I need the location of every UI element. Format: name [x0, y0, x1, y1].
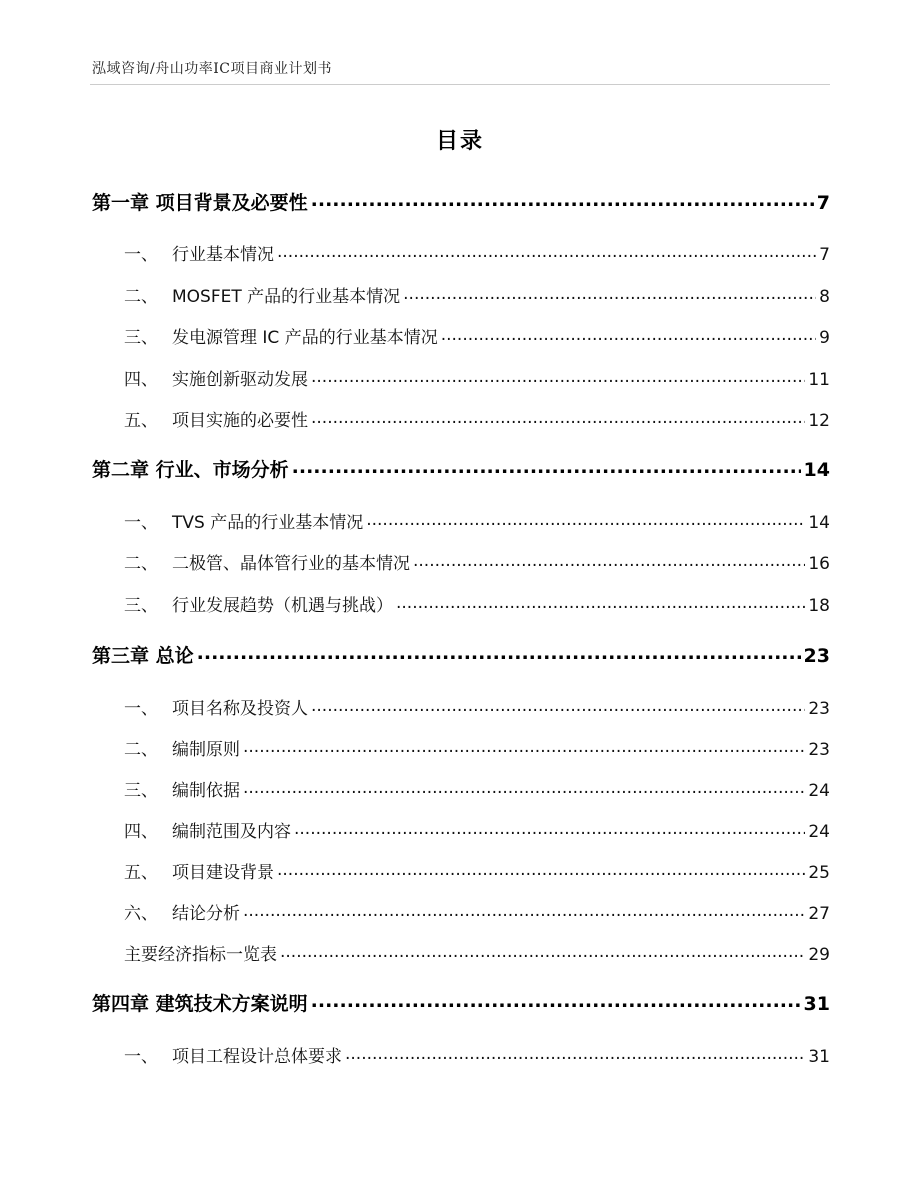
toc-entry-label: 主要经济指标一览表: [124, 945, 277, 965]
toc-page-number: 31: [803, 993, 830, 1015]
toc-page-number: 23: [808, 740, 830, 760]
toc-page-number: 31: [808, 1047, 830, 1067]
toc-entry-label: 五、 项目建设背景: [124, 863, 274, 883]
dot-leader: [403, 285, 816, 302]
toc-page-number: 24: [808, 822, 830, 842]
toc-page-number: 8: [819, 287, 830, 307]
toc-entry-label: 三、 行业发展趋势（机遇与挑战）: [124, 596, 393, 616]
toc-page-number: 12: [808, 411, 830, 431]
toc-page-number: 14: [803, 459, 830, 481]
toc-page-number: 24: [808, 781, 830, 801]
toc-section[interactable]: [92, 549, 830, 574]
toc-page-number: 29: [808, 945, 830, 965]
toc-entry-label: 五、 项目实施的必要性: [124, 411, 308, 431]
toc-chapter-4[interactable]: [92, 989, 830, 1016]
toc-page-number: 23: [803, 645, 830, 667]
toc-entry-label: 二、 二极管、晶体管行业的基本情况: [124, 554, 410, 574]
dot-leader: [294, 820, 805, 837]
toc-entry-label: 三、 编制依据: [124, 781, 240, 801]
dot-leader: [292, 457, 801, 476]
toc-section[interactable]: [92, 240, 830, 265]
running-header: 泓域咨询/舟山功率IC项目商业计划书: [92, 61, 332, 77]
dot-leader: [311, 697, 805, 714]
toc-page-number: 14: [808, 513, 830, 533]
toc-entry-label: 三、 发电源管理 IC 产品的行业基本情况: [124, 328, 438, 348]
toc-chapter-2[interactable]: [92, 455, 830, 482]
dot-leader: [366, 511, 805, 528]
toc-page-number: 25: [808, 863, 830, 883]
toc-entry-label: 二、 编制原则: [124, 740, 240, 760]
toc-title: 目录: [435, 129, 484, 154]
toc-chapter-1[interactable]: [92, 188, 830, 215]
dot-leader: [441, 326, 816, 343]
toc-entry-label: 四、 实施创新驱动发展: [124, 370, 308, 390]
toc-section[interactable]: [92, 858, 830, 883]
toc-page-number: 16: [808, 554, 830, 574]
toc-section[interactable]: [92, 735, 830, 760]
dot-leader: [311, 190, 814, 209]
toc-entry-label: 一、 项目名称及投资人: [124, 699, 308, 719]
dot-leader: [277, 243, 816, 260]
dot-leader: [396, 594, 805, 611]
dot-leader: [345, 1045, 805, 1062]
dot-leader: [243, 738, 805, 755]
toc-entry-label: 一、 项目工程设计总体要求: [124, 1047, 342, 1067]
dot-leader: [413, 552, 805, 569]
toc-section[interactable]: [92, 817, 830, 842]
toc-page-number: 7: [819, 245, 830, 265]
dot-leader: [197, 643, 801, 662]
toc-section[interactable]: [92, 282, 830, 307]
toc-section[interactable]: [92, 323, 830, 348]
dot-leader: [280, 943, 805, 960]
toc-section[interactable]: [92, 508, 830, 533]
dot-leader: [243, 902, 805, 919]
toc-entry-label: 第四章 建筑技术方案说明: [92, 993, 308, 1015]
toc-page-number: 18: [808, 596, 830, 616]
toc-entry-label: 四、 编制范围及内容: [124, 822, 291, 842]
toc-entry-label: 第二章 行业、市场分析: [92, 459, 289, 481]
toc-entry-label: 六、 结论分析: [124, 904, 240, 924]
toc-entry-label: 第三章 总论: [92, 645, 194, 667]
toc-chapter-3[interactable]: [92, 641, 830, 668]
toc-entry-label: 一、 行业基本情况: [124, 245, 274, 265]
toc-entry-label: 二、 MOSFET 产品的行业基本情况: [124, 287, 401, 307]
toc-section[interactable]: [92, 591, 830, 616]
dot-leader: [243, 779, 805, 796]
toc-section[interactable]: [92, 899, 830, 924]
header-divider: [90, 84, 830, 85]
toc-section[interactable]: [92, 940, 830, 965]
dot-leader: [311, 368, 805, 385]
toc-section[interactable]: [92, 365, 830, 390]
toc-page-number: 7: [816, 192, 830, 214]
dot-leader: [311, 409, 805, 426]
toc-entry-label: 第一章 项目背景及必要性: [92, 192, 308, 214]
dot-leader: [311, 991, 801, 1010]
toc-page-number: 9: [819, 328, 830, 348]
toc-page-number: 11: [808, 370, 830, 390]
dot-leader: [277, 861, 805, 878]
toc-entry-label: 一、 TVS 产品的行业基本情况: [124, 513, 364, 533]
toc-section[interactable]: [92, 694, 830, 719]
toc-page-number: 27: [808, 904, 830, 924]
toc-section[interactable]: [92, 776, 830, 801]
toc-section[interactable]: [92, 1042, 830, 1067]
toc-page-number: 23: [808, 699, 830, 719]
toc-section[interactable]: [92, 406, 830, 431]
